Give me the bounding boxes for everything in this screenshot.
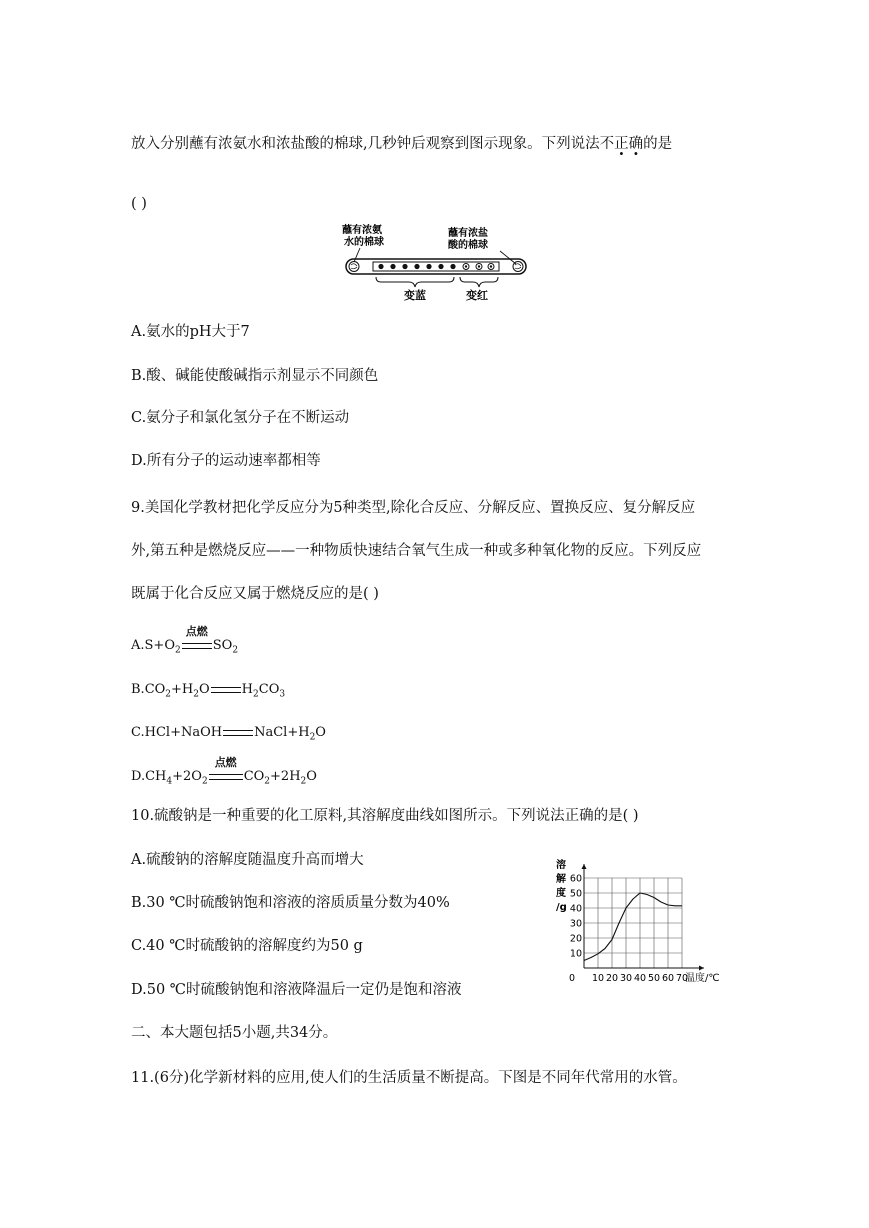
y-axis-label-char: 溶: [556, 860, 566, 871]
q10-option-b: B.30 ℃时硫酸钠饱和溶液的溶质质量分数为40%: [131, 895, 450, 911]
section2-title: 二、本大题包括5小题,共34分。: [131, 1025, 338, 1041]
q8-option-c: C.氨分子和氯化氢分子在不断运动: [131, 410, 350, 426]
brace-blue: [376, 277, 454, 287]
x-tick-label: 60: [661, 973, 675, 984]
q11-stem: 11.(6分)化学新材料的应用,使人们的生活质量不断提高。下图是不同年代常用的水管。: [131, 1070, 687, 1086]
emphasis-char: 确: [628, 136, 644, 152]
label-blue: 变蓝: [404, 289, 426, 302]
y-axis-label-char: /g: [556, 902, 567, 913]
label-hcl-1: 蘸有浓盐: [448, 228, 488, 239]
q8-option-b: B.酸、碱能使酸碱指示剂显示不同颜色: [131, 368, 379, 384]
condition-ignite: 点燃: [185, 625, 208, 638]
y-tick-label: 40: [569, 903, 582, 915]
q8-option-d: D.所有分子的运动速率都相等: [131, 453, 321, 469]
q9-stem-line1: 9.美国化学教材把化学反应分为5种类型,除化合反应、分解反应、置换反应、复分解反应: [131, 500, 696, 516]
x-tick-label: 20: [605, 973, 619, 984]
x-tick-label: 50: [647, 973, 661, 984]
q8-option-a: A.氨水的pH大于7: [131, 324, 250, 340]
y-axis-arrow: [582, 864, 587, 869]
x-axis-arrow: [699, 966, 704, 971]
q8-emphasis: [600, 136, 644, 152]
y-axis-label-char: 度: [556, 888, 566, 899]
emphasis-char: 正: [614, 136, 629, 152]
x-axis-label: 温度/℃: [685, 973, 720, 984]
q9-stem-line3: 既属于化合反应又属于燃烧反应的是( ): [131, 586, 379, 602]
q9-option-a: $A.S+O_2$ 点燃 $SO_2$: [131, 636, 238, 661]
q10-stem: 10.硫酸钠是一种重要的化工原料,其溶解度曲线如图所示。下列说法正确的是( ): [131, 808, 639, 824]
q8-stem: [131, 134, 672, 154]
solubility-curve: [584, 893, 682, 961]
red-dots: [463, 264, 494, 270]
diffusion-tube-figure: [340, 222, 535, 304]
q10-option-c: C.40 ℃时硫酸钠的溶解度约为50 g: [131, 938, 363, 954]
emphasis-char: 不: [599, 136, 615, 152]
brace-red: [460, 277, 498, 287]
x-tick-label: 30: [619, 973, 633, 984]
y-tick-label: 60: [569, 873, 582, 885]
y-tick-label: 50: [569, 888, 582, 900]
y-tick-label: 10: [569, 948, 582, 960]
q9-option-b: $B.CO_2+H_2O$ $H_2CO_3$: [131, 682, 286, 700]
label-hcl-2: 酸的棉球: [448, 240, 488, 251]
x-tick-label: 40: [633, 973, 647, 984]
solubility-chart: [552, 850, 742, 998]
x-tick-label: 70: [675, 973, 689, 984]
y-tick-label: 20: [569, 933, 582, 945]
label-ammonia-1: 蘸有浓氨: [342, 225, 382, 236]
q8-stem-end: 的是: [643, 136, 673, 152]
q9-option-d: $D.CH_4+2O_2$ 点燃 $CO_2+2H_2O$: [131, 756, 317, 787]
q8-stem-text: 放入分别蘸有浓氨水和浓盐酸的棉球,几秒钟后观察到图示现象。下列说法: [131, 136, 600, 152]
cotton-ball-right: [513, 262, 523, 272]
q10-option-d: D.50 ℃时硫酸钠饱和溶液降温后一定仍是饱和溶液: [131, 982, 462, 998]
x-tick-label: 10: [591, 973, 605, 984]
q8-answer-paren: ( ): [131, 196, 147, 212]
blue-dots: [378, 264, 455, 269]
label-red: 变红: [466, 289, 488, 302]
cotton-ball-left: [349, 262, 359, 272]
q10-option-a: A.硫酸钠的溶解度随温度升高而增大: [131, 852, 364, 868]
q9-stem-line2: 外,第五种是燃烧反应——一种物质快速结合氧气生成一种或多种氧化物的反应。下列反应: [131, 543, 702, 559]
y-axis-label-char: 解: [556, 874, 566, 885]
label-ammonia-2: 水的棉球: [344, 237, 384, 248]
origin-label: 0: [568, 973, 576, 984]
q9-option-c: C.HCl+NaOH $NaCl+H_2O$: [131, 725, 326, 743]
y-tick-label: 30: [569, 918, 582, 930]
